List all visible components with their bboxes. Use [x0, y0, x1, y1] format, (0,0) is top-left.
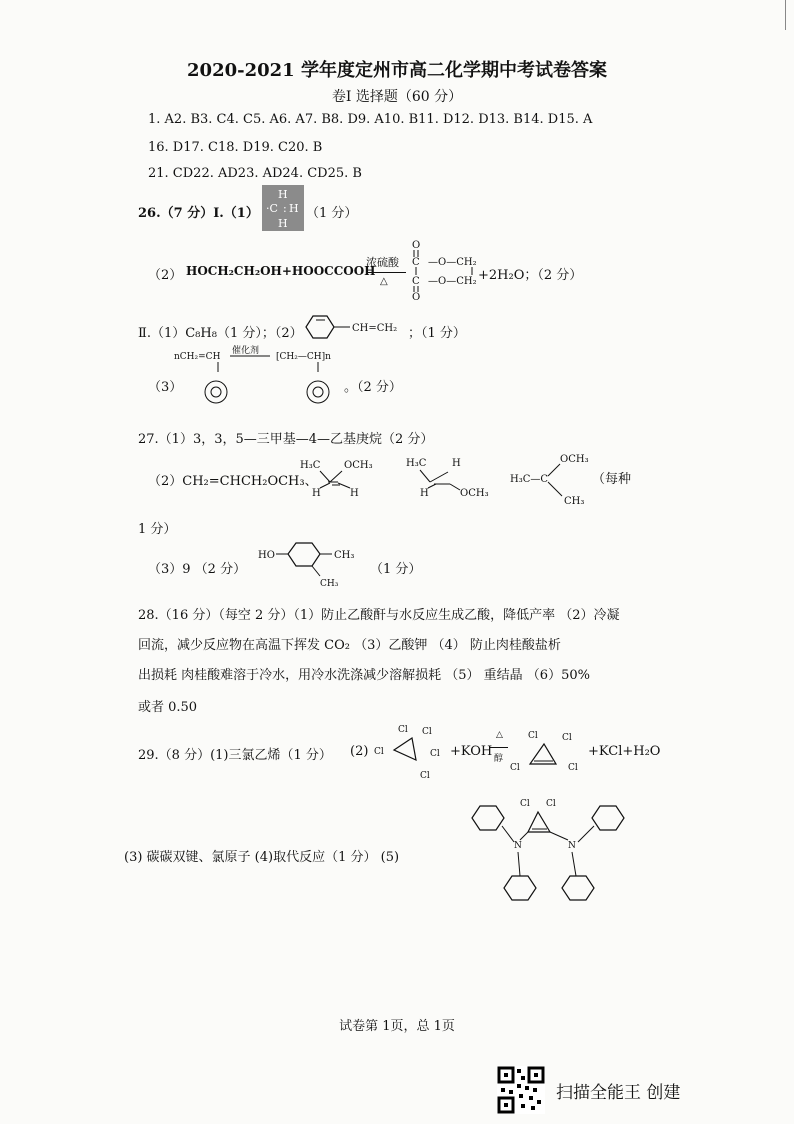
- svg-text:H: H: [278, 217, 288, 230]
- svg-text:C: C: [412, 257, 420, 268]
- q27-line-2-tail: （每种: [592, 472, 632, 487]
- methyl-electron-structure: [262, 185, 304, 231]
- svg-text:N: N: [568, 841, 576, 851]
- svg-text:OCH₃: OCH₃: [560, 454, 589, 465]
- koh-reagent: +KOH: [450, 744, 493, 759]
- q26-i2-tail: +2H₂O；（2 分）: [478, 268, 583, 283]
- page-title: 2020-2021 学年度定州市高二化学期中考试卷答案: [187, 60, 607, 81]
- q27-line-3: （3）9 （2 分）: [148, 562, 247, 577]
- svg-text:Cl: Cl: [546, 799, 556, 809]
- q26-i2-equation: HOCH₂CH₂OH+HOOCCOOH: [186, 264, 376, 278]
- q26-ii-3-label: （3）: [148, 380, 183, 395]
- qr-code-icon: [497, 1066, 545, 1114]
- svg-text:O: O: [412, 292, 421, 302]
- svg-text:Cl: Cl: [374, 747, 384, 757]
- svg-text:Cl: Cl: [510, 763, 520, 773]
- svg-text:OCH₃: OCH₃: [460, 488, 489, 499]
- svg-text::: :: [283, 202, 287, 215]
- q26-head: 26.（7 分）Ⅰ.（1）: [138, 206, 259, 221]
- svg-text:CH=CH₂: CH=CH₂: [352, 323, 398, 334]
- choice-line-2: 16. D17. C18. D19. C20. B: [148, 140, 323, 155]
- q28-line-4: 或者 0.50: [138, 700, 198, 715]
- catalyst-label: 催化剂: [232, 346, 260, 356]
- svg-text:OCH₃: OCH₃: [344, 460, 373, 471]
- q26-ii-2-tail: ；（1 分）: [408, 326, 466, 341]
- svg-text:HO: HO: [258, 550, 275, 561]
- svg-text:CH₃: CH₃: [334, 550, 355, 561]
- choice-line-3: 21. CD22. AD23. AD24. CD25. B: [148, 166, 362, 181]
- svg-text:CH₃: CH₃: [564, 496, 585, 507]
- svg-text:Cl: Cl: [398, 725, 408, 735]
- q29-part-2-label: (2): [350, 744, 369, 759]
- svg-text:Cl: Cl: [422, 727, 432, 737]
- svg-text:C: C: [412, 276, 420, 287]
- diamino-cyclopropene-structure: [462, 792, 632, 914]
- reaction-arrow: [366, 272, 406, 273]
- svg-text:Cl: Cl: [568, 763, 578, 773]
- q26-ii-3-tail: 。（2 分）: [344, 380, 402, 395]
- q27-line-2: （2）CH₂=CHCH₂OCH₃、: [148, 474, 318, 489]
- scan-edge: [785, 0, 786, 30]
- q26-i2-condition: 浓硫酸: [366, 256, 399, 269]
- polystyrene-reaction: [172, 342, 352, 412]
- tetrachlorocyclopropane-structure: [370, 722, 452, 782]
- svg-text:H₃C—C: H₃C—C: [510, 474, 549, 485]
- q29-line-2: (3) 碳碳双键、氯原子 (4)取代反应（1 分） (5): [124, 850, 400, 865]
- svg-text:O: O: [412, 240, 421, 251]
- scanner-brand: 扫描全能王 创建: [556, 1083, 681, 1103]
- q28-line-3: 出损耗 肉桂酸难溶于冷水，用冷水洗涤减少溶解损耗 （5） 重结晶 （6）50%: [138, 668, 590, 683]
- svg-text:H₃C: H₃C: [406, 458, 427, 469]
- svg-text:[CH₂—CH]n: [CH₂—CH]n: [276, 352, 331, 362]
- svg-text:CH₃: CH₃: [320, 579, 339, 588]
- section-heading: 卷Ⅰ 选择题（60 分）: [331, 89, 463, 105]
- q29-cond-top: △: [496, 730, 503, 740]
- svg-text:Cl: Cl: [520, 799, 530, 809]
- q27-line-2-cont: 1 分）: [138, 522, 177, 537]
- svg-text:Cl: Cl: [528, 731, 538, 741]
- svg-text:nCH₂=CH: nCH₂=CH: [174, 352, 221, 362]
- svg-text:H: H: [278, 188, 288, 201]
- q26-ii-1: Ⅱ.（1）C₈H₈（1 分）；（2）: [138, 326, 303, 341]
- svg-text:H: H: [289, 202, 299, 215]
- svg-text:—O—CH₂: —O—CH₂: [428, 257, 477, 268]
- q27-line-1: 27.（1）3，3，5—三甲基—4—乙基庚烷（2 分）: [138, 432, 434, 447]
- q26-i1-score: （1 分）: [306, 206, 358, 221]
- dimethylphenol-structure: [256, 540, 366, 588]
- q28-line-2: 回流，减少反应物在高温下挥发 CO₂ （3）乙酸钾 （4） 防止肉桂酸盐析: [138, 638, 561, 653]
- svg-text:H: H: [420, 488, 429, 499]
- svg-text:H: H: [350, 488, 359, 499]
- ethylene-oxalate-structure: [406, 240, 480, 302]
- svg-text:Cl: Cl: [562, 733, 572, 743]
- svg-text:—O—CH₂: —O—CH₂: [428, 276, 477, 287]
- q29-line-1: 29.（8 分）(1)三氯乙烯（1 分）: [138, 748, 332, 763]
- choice-line-1: 1. A2. B3. C4. C5. A6. A7. B8. D9. A10. B11. D12. D13. B14. D15. A: [148, 112, 593, 127]
- q27-line-3-tail: （1 分）: [370, 562, 422, 577]
- svg-text:H₃C: H₃C: [300, 460, 321, 471]
- q29-tail: +KCl+H₂O: [588, 744, 661, 759]
- svg-text:H: H: [452, 458, 461, 469]
- page-footer: 试卷第 1页，总 1页: [339, 1019, 455, 1034]
- svg-text:Cl: Cl: [430, 749, 440, 759]
- q29-cond-bottom: 醇: [494, 754, 504, 764]
- q26-i2-label: （2）: [148, 268, 183, 283]
- svg-text:N: N: [514, 841, 522, 851]
- svg-text:H: H: [312, 488, 321, 499]
- heat-symbol: △: [380, 276, 388, 287]
- q28-line-1: 28.（16 分）（每空 2 分）（1）防止乙酸酐与水反应生成乙酸，降低产率 （2）冷凝: [138, 608, 620, 623]
- styrene-structure: [298, 312, 422, 342]
- svg-text:Cl: Cl: [420, 771, 430, 781]
- trichlorocyclopropene-structure: [506, 726, 586, 774]
- svg-text:·C: ·C: [266, 202, 278, 215]
